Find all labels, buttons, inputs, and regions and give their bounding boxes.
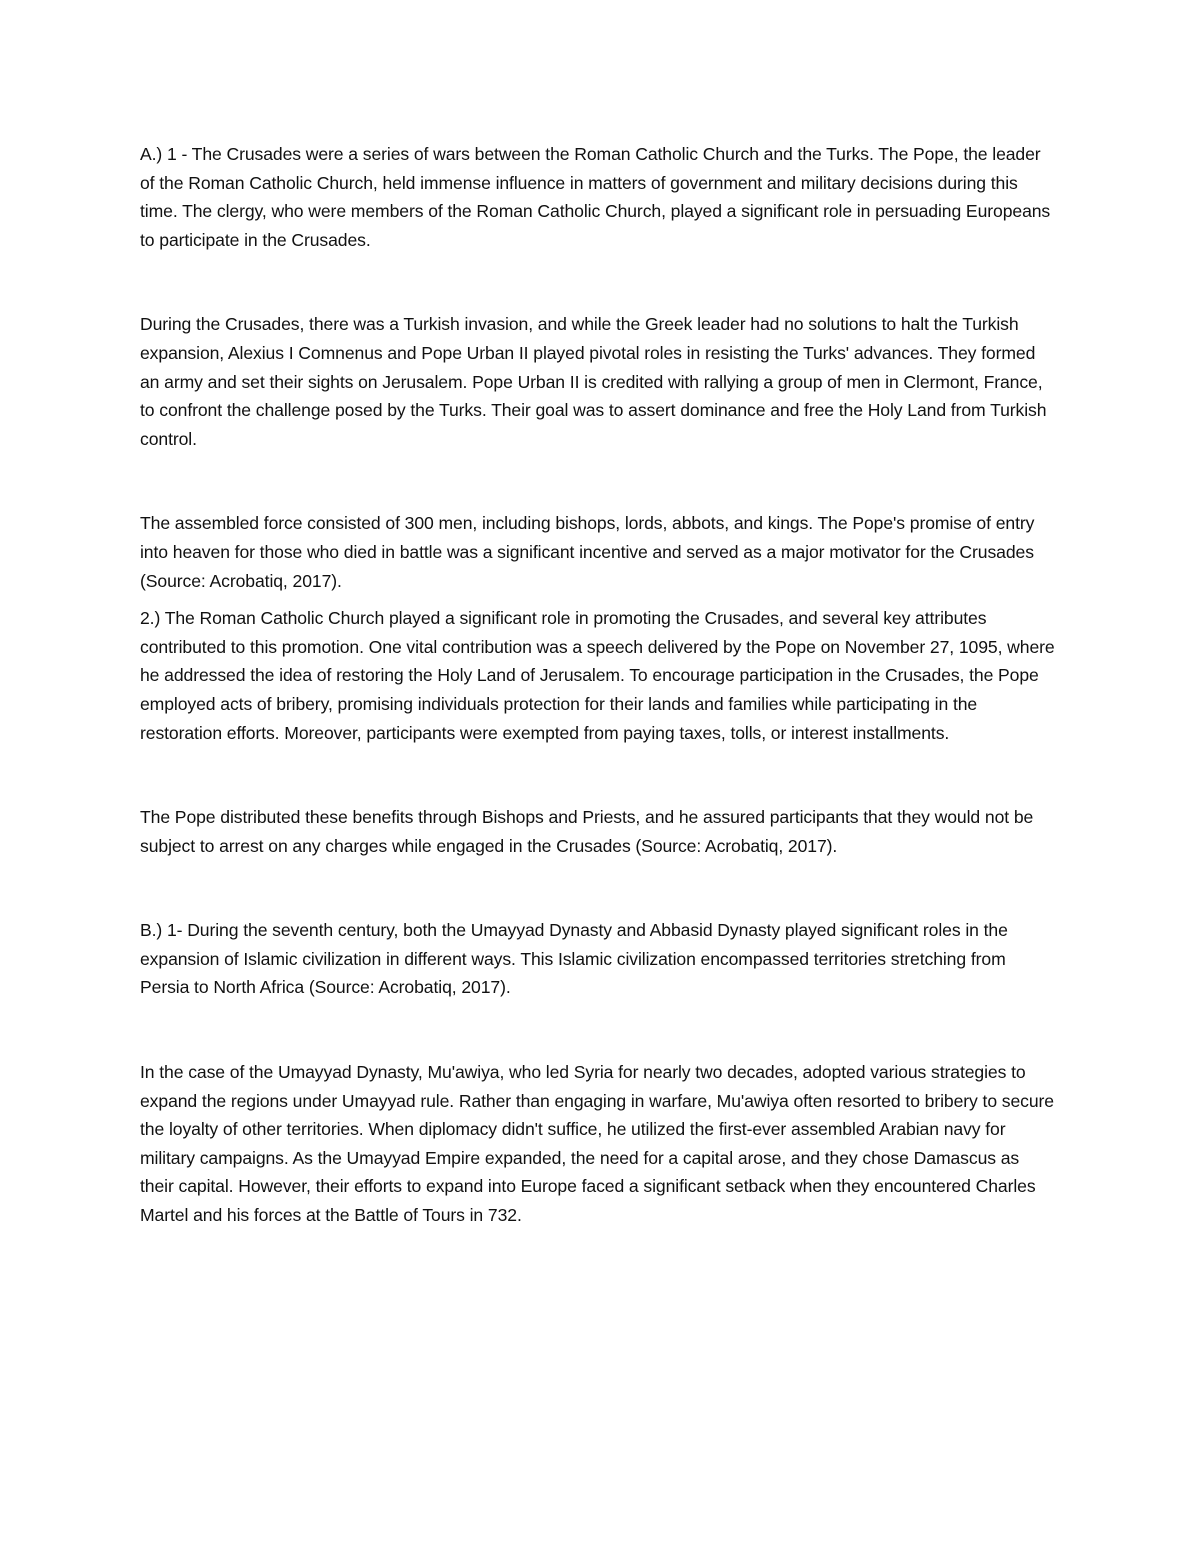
paragraph-pope-benefits: The Pope distributed these benefits through Bishops and Priests, and he assured participants that they would not be subject to arrest on any charges while engaged in the Crusades (Source: Acrobatiq, 2017). <box>140 807 1034 856</box>
paragraph-assembled-force: The assembled force consisted of 300 men, including bishops, lords, abbots, and kings. The Pope's promise of entry into heaven for those who died in battle was a significant incentive and served as a major motivator for the Crusades (Source: Acrobatiq, 2017). <box>140 513 1035 591</box>
paragraph-b1-dynasties: B.) 1- During the seventh century, both the Umayyad Dynasty and Abbasid Dynasty played significant roles in the expansion of Islamic civilization in different ways. This Islamic civilization encompassed territories stretching from Persia to North Africa (Source: Acrobatiq, 2017). <box>140 920 1008 998</box>
paragraph-a1-crusades-intro: A.) 1 - The Crusades were a series of wars between the Roman Catholic Church and the Turks. The Pope, the leader of the Roman Catholic Church, held immense influence in matters of government and military decisions during this time. The clergy, who were members of the Roman Catholic Church, played a significant role in persuading Europeans to participate in the Crusades. <box>140 144 1051 250</box>
paragraph-a2-church-promotion: 2.) The Roman Catholic Church played a significant role in promoting the Crusades, and several key attributes contributed to this promotion. One vital contribution was a speech delivered by the Pope on November 27, 1095, where he addressed the idea of restoring the Holy Land of Jerusalem. To encourage participation in the Crusades, the Pope employed acts of bribery, promising individuals protection for their lands and families while participating in the restoration efforts. Moreover, participants were exempted from paying taxes, tolls, or interest installments. <box>140 608 1055 743</box>
paragraph-turkish-invasion: During the Crusades, there was a Turkish invasion, and while the Greek leader had no solutions to halt the Turkish expansion, Alexius I Comnenus and Pope Urban II played pivotal roles in resisting the Turks' advances. They formed an army and set their sights on Jerusalem. Pope Urban II is credited with rallying a group of men in Clermont, France, to confront the challenge posed by the Turks. Their goal was to assert dominance and free the Holy Land from Turkish control. <box>140 314 1047 449</box>
document-body <box>140 140 1055 1230</box>
paragraph-umayyad-dynasty: In the case of the Umayyad Dynasty, Mu'awiya, who led Syria for nearly two decades, adopted various strategies to expand the regions under Umayyad rule. Rather than engaging in warfare, Mu'awiya often resorted to bribery to secure the loyalty of other territories. When diplomacy didn't suffice, he utilized the first-ever assembled Arabian navy for military campaigns. As the Umayyad Empire expanded, the need for a capital arose, and they chose Damascus as their capital. However, their efforts to expand into Europe faced a significant setback when they encountered Charles Martel and his forces at the Battle of Tours in 732. <box>140 1062 1054 1226</box>
